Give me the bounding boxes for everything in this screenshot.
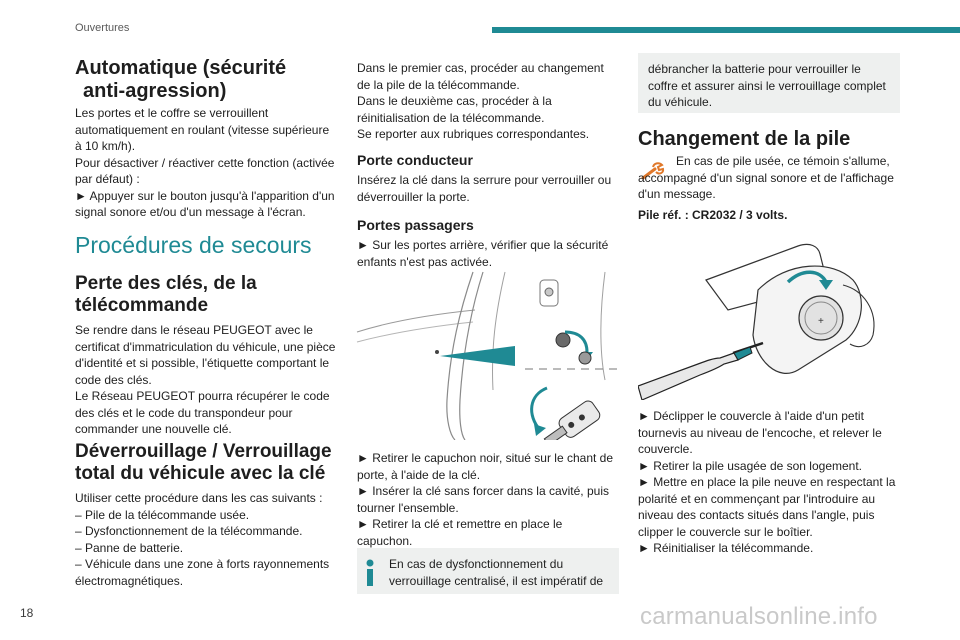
passenger-doors-heading xyxy=(357,217,619,234)
lost-keys-paragraph2: Le Réseau PEUGEOT pourra récupérer le code des clés et le code du transpondeur pour commander une nouvelle clé. xyxy=(75,389,330,436)
auto-lock-step: ► Appuyer sur le bouton jusqu'à l'apparition d'un signal sonore et/ou d'un message à l'écran. xyxy=(75,188,335,219)
battery-reference xyxy=(638,207,900,224)
info-note-text: En cas de dysfonctionnement du verrouillage centralisé, il est impératif de xyxy=(389,557,604,588)
watermark: carmanualsonline.info xyxy=(640,603,878,630)
passenger-doors-body xyxy=(357,237,619,270)
passenger-step-3: ► Retirer la clé et remettre en place le capuchon. xyxy=(357,517,563,548)
battery-ref-text: Pile réf. : CR2032 / 3 volts. xyxy=(638,208,788,222)
svg-text:+: + xyxy=(818,316,824,327)
unlock-intro: Utiliser cette procédure dans les cas suivants : xyxy=(75,491,323,505)
intro-case-2: Dans le deuxième cas, procéder à la réinitialisation de la télécommande. xyxy=(357,94,552,125)
battery-title: Changement de la pile xyxy=(638,128,851,150)
driver-door-heading xyxy=(357,152,619,169)
info-note xyxy=(357,548,619,594)
info-icon xyxy=(363,558,377,588)
door-lock-illustration xyxy=(355,270,619,440)
info-note-continued xyxy=(638,53,900,113)
lost-keys-heading xyxy=(75,273,337,317)
driver-door-paragraph: Insérez la clé dans la serrure pour verrouiller ou déverrouiller la porte. xyxy=(357,173,612,204)
header-accent-bar xyxy=(492,27,960,33)
battery-step-4: ► Réinitialiser la télécommande. xyxy=(638,541,814,555)
unlock-body xyxy=(75,490,337,589)
intro-case-1: Dans le premier cas, procéder au changement de la pile de la télécommande. xyxy=(357,61,604,92)
unlock-title: Déverrouillage / Verrouillage total du véhicule avec la clé xyxy=(75,441,332,484)
passenger-step-2: ► Insérer la clé sans forcer dans la cavité, puis tourner l'ensemble. xyxy=(357,484,609,515)
procedures-heading xyxy=(75,231,337,259)
unlock-case-3: – Panne de batterie. xyxy=(75,540,184,555)
auto-lock-deactivate: Pour désactiver / réactiver cette fonction (activée par défaut) : xyxy=(75,155,335,186)
auto-lock-body xyxy=(75,105,337,221)
procedures-title: Procédures de secours xyxy=(75,232,312,258)
battery-step-2: ► Retirer la pile usagée de son logement. xyxy=(638,458,863,473)
battery-steps xyxy=(638,408,900,557)
key-fob-illustration xyxy=(638,240,900,400)
lost-keys-body xyxy=(75,322,337,438)
battery-body xyxy=(638,153,900,203)
info-note-continued-text: débrancher la batterie pour verrouiller le coffre et assurer ainsi le verrouillage complet du véhicule. xyxy=(648,62,886,109)
lost-keys-paragraph1: Se rendre dans le réseau PEUGEOT avec le certificat d'immatriculation du véhicule, une pièce d'identité et si possible, l'étiquette comportant le code des clés. xyxy=(75,323,336,387)
auto-lock-title-line1: Automatique (sécurité xyxy=(75,57,287,79)
driver-door-title: Porte conducteur xyxy=(357,152,473,168)
section-label: Ouvertures xyxy=(75,22,130,34)
intro-body xyxy=(357,60,619,143)
auto-lock-paragraph: Les portes et le coffre se verrouillent automatiquement en roulant (vitesse supérieure à 10 km/h). xyxy=(75,106,330,153)
battery-step-3: ► Mettre en place la pile neuve en respectant la polarité et en commençant par l'introduire au niveau des contacts situés dans l'angle, puis clipper le couvercle sur le boîtier. xyxy=(638,475,896,539)
page-number: 18 xyxy=(20,606,34,620)
driver-door-body xyxy=(357,172,619,205)
lost-keys-title: Perte des clés, de la télécommande xyxy=(75,273,257,316)
unlock-case-4: – Véhicule dans une zone à forts rayonnements électromagnétiques. xyxy=(75,557,330,588)
intro-refer: Se reporter aux rubriques correspondantes. xyxy=(357,127,590,141)
passenger-step-1: ► Retirer le capuchon noir, situé sur le chant de porte, à l'aide de la clé. xyxy=(357,451,614,482)
unlock-case-1: – Pile de la télécommande usée. xyxy=(75,507,250,522)
unlock-heading xyxy=(75,441,337,485)
battery-step-1: ► Déclipper le couvercle à l'aide d'un petit tournevis au niveau de l'encoche, et relever le couvercle. xyxy=(638,409,882,456)
auto-lock-heading xyxy=(75,57,337,103)
passenger-doors-paragraph: ► Sur les portes arrière, vérifier que la sécurité enfants n'est pas activée. xyxy=(357,238,609,269)
passenger-doors-title: Portes passagers xyxy=(357,217,474,233)
unlock-case-2: – Dysfonctionnement de la télécommande. xyxy=(75,524,303,538)
battery-paragraph: En cas de pile usée, ce témoin s'allume, accompagné d'un signal sonore et de l'affichage d'un message. xyxy=(638,154,894,201)
battery-heading xyxy=(638,128,900,150)
auto-lock-title-line2: anti-agression) xyxy=(83,80,227,102)
passenger-steps xyxy=(357,450,619,549)
